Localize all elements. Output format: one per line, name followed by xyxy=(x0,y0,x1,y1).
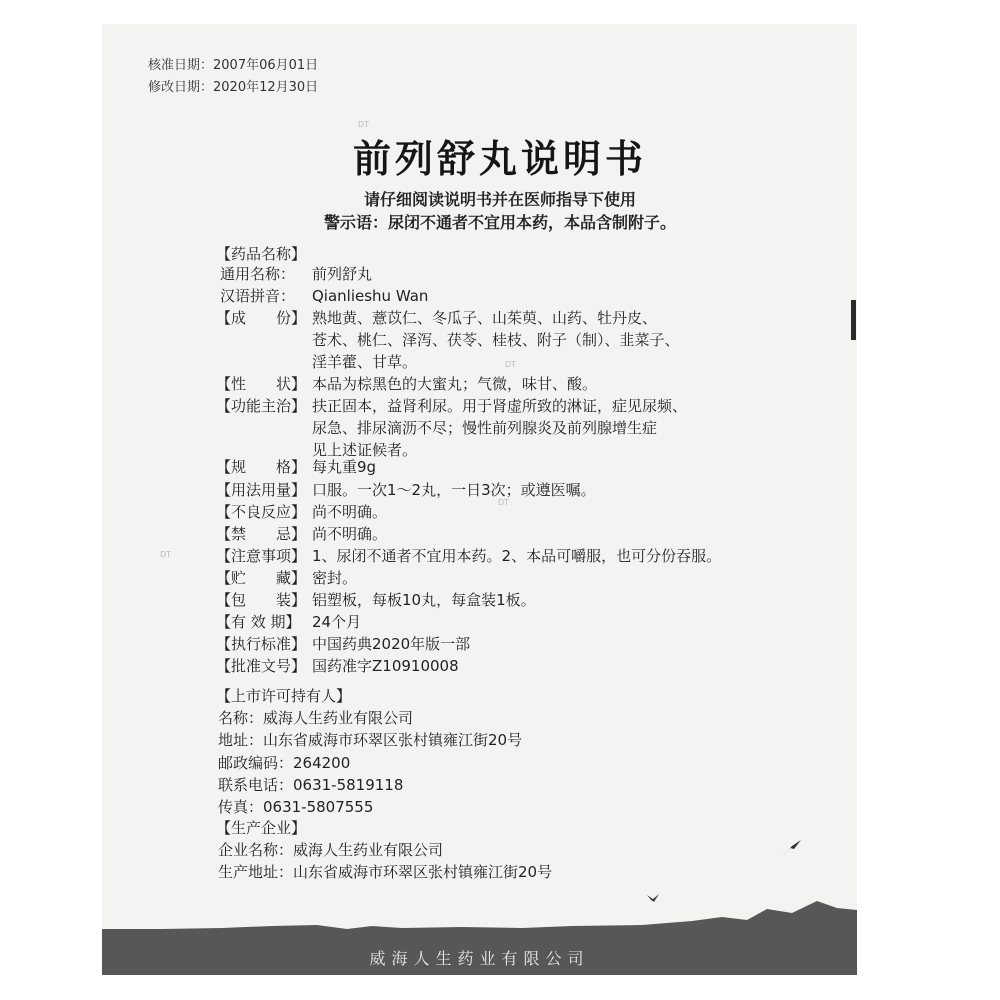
field-value: 尚不明确。 xyxy=(312,503,388,521)
field-label: 【注意事项】 xyxy=(216,547,307,565)
dates-block xyxy=(148,55,318,99)
manufacturer-name: 企业名称：威海人生药业有限公司 xyxy=(218,841,444,859)
field-value: 铝塑板，每板10丸，每盒装1板。 xyxy=(312,591,536,609)
bird-icon xyxy=(780,838,802,860)
watermark: DT xyxy=(358,120,370,129)
approval-date: 核准日期：2007年06月01日 xyxy=(148,58,319,73)
warning-text: 警示语：尿闭不通者不宜用本药，本品含制附子。 xyxy=(323,213,676,232)
pinyin-value: Qianlieshu Wan xyxy=(312,287,429,305)
mountain-silhouette xyxy=(102,895,857,933)
page-title: 前列舒丸说明书 xyxy=(352,136,647,181)
field-label: 【贮 藏】 xyxy=(216,569,307,587)
drug-name-heading: 【药品名称】 xyxy=(216,245,307,263)
field-value: 本品为棕黑色的大蜜丸；气微，味甘、酸。 xyxy=(312,375,598,393)
holder-postcode: 邮政编码：264200 xyxy=(218,754,351,772)
field-value: 1、尿闭不通者不宜用本药。2、本品可嚼服，也可分份吞服。 xyxy=(312,547,722,565)
field-label: 【包 装】 xyxy=(216,591,307,609)
watermark: DT xyxy=(505,360,517,369)
field-label: 【批准文号】 xyxy=(216,657,307,675)
field-value: 口服。一次1～2丸，一日3次；或遵医嘱。 xyxy=(312,481,596,499)
manufacturer-address: 生产地址：山东省威海市环翠区张村镇雍江街20号 xyxy=(218,863,553,881)
holder-phone: 联系电话：0631-5819118 xyxy=(218,776,404,794)
revision-date: 修改日期：2020年12月30日 xyxy=(148,80,319,95)
pinyin-label: 汉语拼音： xyxy=(220,287,296,305)
watermark: DT xyxy=(160,550,172,559)
field-label: 【执行标准】 xyxy=(216,635,307,653)
generic-name-label: 通用名称： xyxy=(220,265,296,283)
holder-fax: 传真：0631-5807555 xyxy=(218,798,374,816)
holder-heading: 【上市许可持有人】 xyxy=(216,687,352,705)
field-label: 【用法用量】 xyxy=(216,481,307,499)
paper-edge-mark xyxy=(851,300,856,340)
subtitle: 请仔细阅读说明书并在医师指导下使用 xyxy=(363,190,636,209)
footer-band xyxy=(102,930,857,975)
manufacturer-heading: 【生产企业】 xyxy=(216,819,307,837)
field-label: 【性 状】 xyxy=(216,375,307,393)
field-value: 24个月 xyxy=(312,613,362,631)
field-label: 【功能主治】 xyxy=(216,397,307,415)
field-label: 【规 格】 xyxy=(216,458,307,476)
field-value: 国药准字Z10910008 xyxy=(312,657,459,675)
holder-address: 地址：山东省威海市环翠区张村镇雍江街20号 xyxy=(218,731,523,749)
footer-company-name: 威海人生药业有限公司 xyxy=(369,949,590,968)
field-label: 【成 份】 xyxy=(216,309,307,327)
field-value: 尚不明确。 xyxy=(312,525,388,543)
field-value: 扶正固本，益肾利尿。用于肾虚所致的淋证，症见尿频、 尿急、排尿滴沥不尽；慢性前列腺炎及前列腺增生症 见上述证候者。 xyxy=(312,397,688,459)
watermark: DT xyxy=(498,498,510,507)
field-value: 密封。 xyxy=(312,569,358,587)
field-value: 每丸重9g xyxy=(312,458,377,476)
holder-name: 名称：威海人生药业有限公司 xyxy=(218,709,414,727)
field-value: 中国药典2020年版一部 xyxy=(312,635,471,653)
generic-name-value: 前列舒丸 xyxy=(312,265,373,283)
field-value: 熟地黄、薏苡仁、冬瓜子、山茱萸、山药、牡丹皮、 苍术、桃仁、泽泻、茯苓、桂枝、附子（制）、韭菜子、 淫羊藿、甘草。 xyxy=(312,309,680,371)
field-label: 【有 效 期】 xyxy=(216,613,301,631)
field-label: 【不良反应】 xyxy=(216,503,307,521)
field-label: 【禁 忌】 xyxy=(216,525,307,543)
